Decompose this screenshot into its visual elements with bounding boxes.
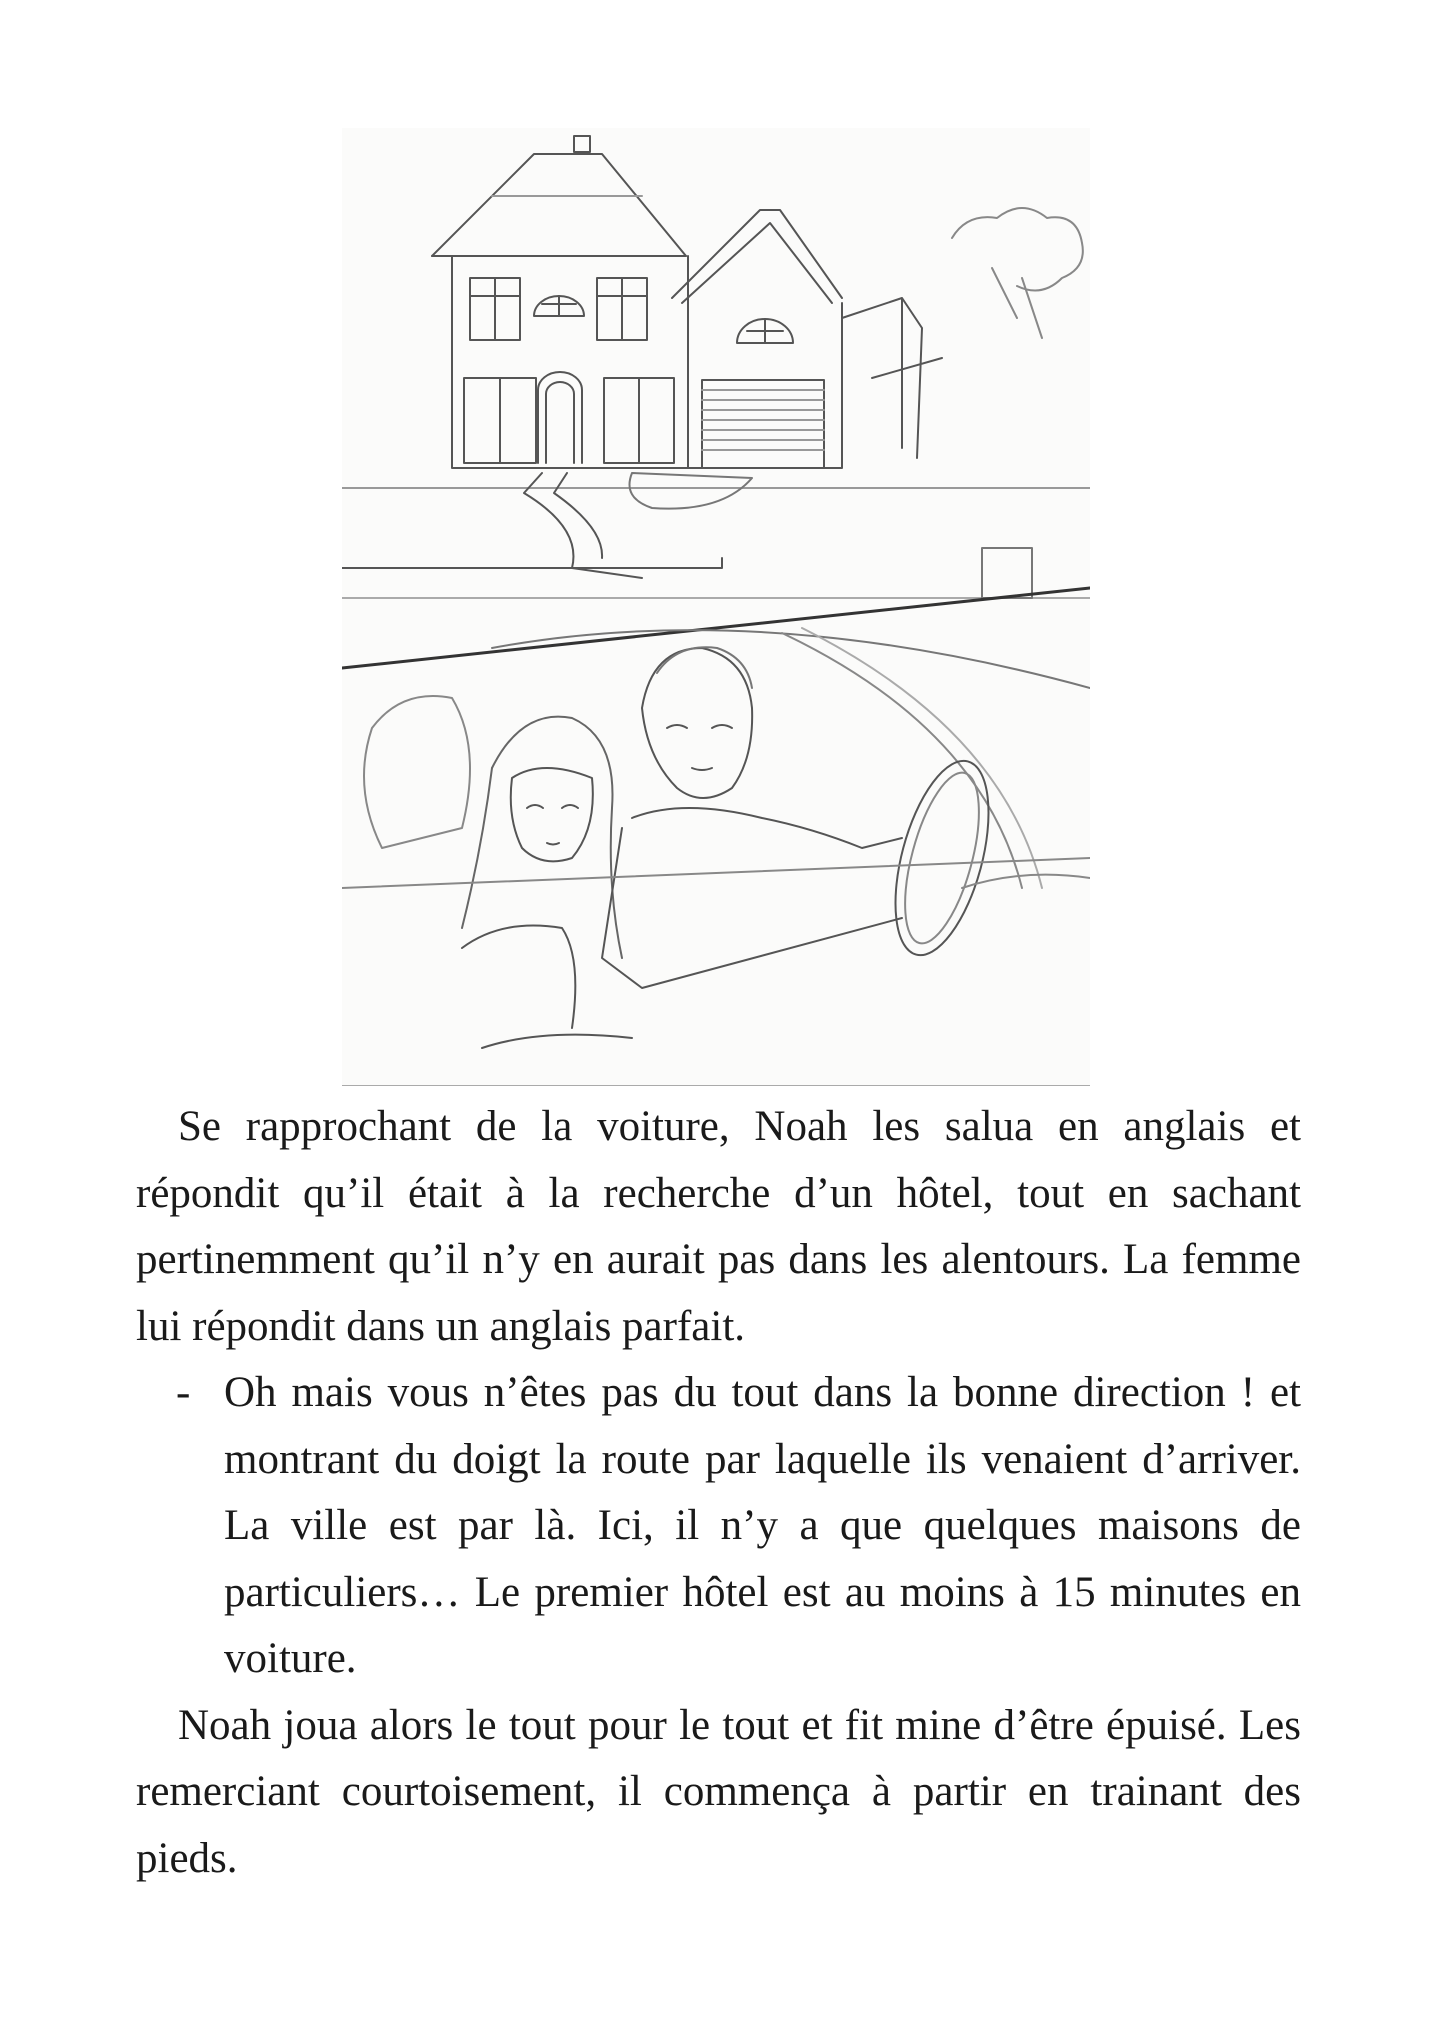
story-text (136, 1094, 1301, 1892)
paragraph-dialogue (136, 1360, 1301, 1693)
dialogue-dash: - (176, 1369, 191, 1416)
dialogue-text: Oh mais vous n’êtes pas du tout dans la bonne direction ! et montrant du doigt la route par laquelle ils venaient d’arriver. La ville est par là. Ici, il n’y a que quelques maisons de particuliers… Le premier hôtel est au moins à 15 minutes en voiture. (224, 1369, 1301, 1682)
car-panel (342, 628, 1090, 1086)
pencil-illustration (342, 128, 1090, 1086)
paragraph-narration-1: Se rapprochant de la voiture, Noah les salua en anglais et répondit qu’il était à la recherche d’un hôtel, tout en sachant pertinemment qu’il n’y en aurait pas dans les alentours. La femme lui répondit dans un anglais parfait. (136, 1103, 1301, 1350)
illustration-drawing (342, 128, 1090, 1086)
paragraph-narration-2: Noah joua alors le tout pour le tout et fit mine d’être épuisé. Les remerciant courtoisement, il commença à partir en trainant des pieds. (136, 1701, 1301, 1882)
house-panel (342, 136, 1090, 598)
